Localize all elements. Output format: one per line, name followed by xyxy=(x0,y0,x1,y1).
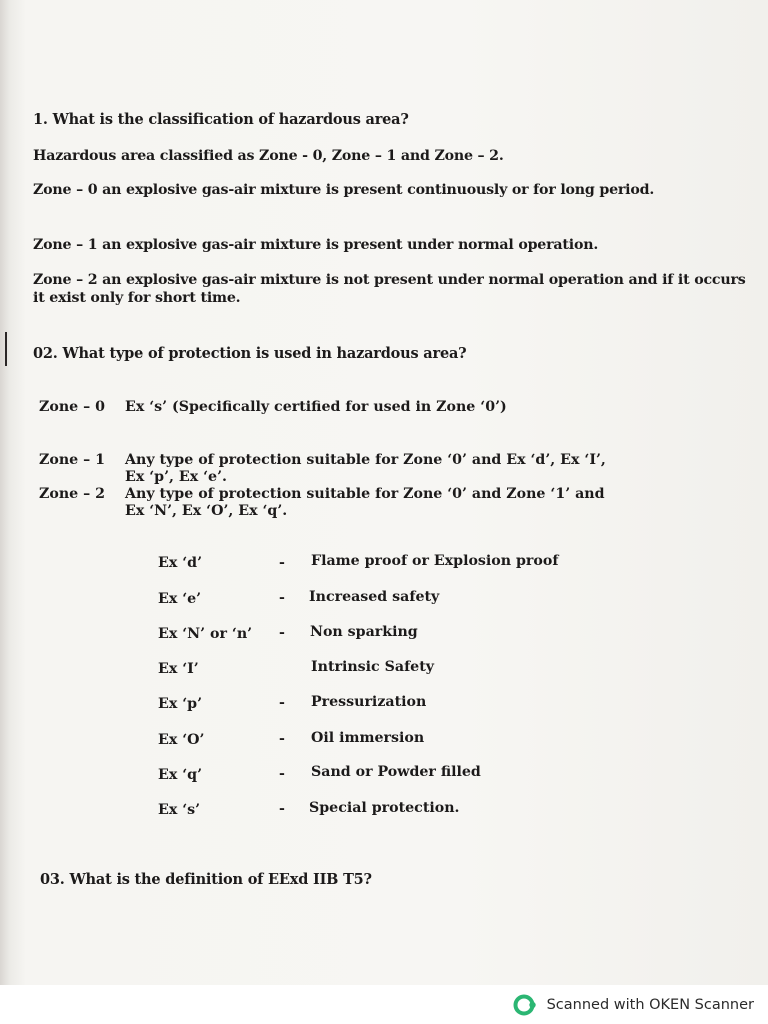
protection-dash: - xyxy=(279,590,285,606)
q1-answer-line-1: Hazardous area classified as Zone - 0, Zone – 1 and Zone – 2. xyxy=(33,148,504,164)
protection-code: Ex ‘d’ xyxy=(158,555,203,571)
protection-dash: - xyxy=(279,731,285,747)
zone-2-label: Zone – 2 xyxy=(39,486,106,502)
q1-answer-zone-1: Zone – 1 an explosive gas-air mixture is present under normal operation. xyxy=(33,237,599,253)
protection-code: Ex ‘N’ or ‘n’ xyxy=(158,626,253,642)
question-2-title: 02. What type of protection is used in hazardous area? xyxy=(33,345,467,362)
protection-code: Ex ‘q’ xyxy=(158,767,203,783)
q1-answer-zone-2: Zone – 2 an explosive gas-air mixture is not present under normal operation and if it occurs xyxy=(33,272,746,288)
question-3-title: 03. What is the definition of EExd IIB T5? xyxy=(40,871,372,888)
protection-description: Non sparking xyxy=(310,624,418,640)
protection-description: Pressurization xyxy=(311,694,427,710)
scanner-text: Scanned with OKEN Scanner xyxy=(546,997,754,1013)
zone-0-protection xyxy=(125,399,507,416)
protection-description: Oil immersion xyxy=(311,730,425,746)
zone-1-label: Zone – 1 xyxy=(39,452,106,468)
protection-dash: - xyxy=(279,695,285,711)
protection-code: Ex ‘p’ xyxy=(158,696,203,712)
scanner-footer xyxy=(0,985,768,1024)
zone-1-protection xyxy=(125,452,606,486)
protection-dash: - xyxy=(279,555,285,571)
zone-1-protection-line-2: Ex ‘p’, Ex ‘e’. xyxy=(125,469,227,485)
zone-2-protection xyxy=(125,486,605,520)
protection-description: Special protection. xyxy=(309,800,460,816)
question-1-title: 1. What is the classification of hazardous area? xyxy=(33,111,409,128)
protection-code: Ex ‘O’ xyxy=(158,732,205,748)
page-edge-mark xyxy=(5,332,7,366)
protection-code: Ex ‘I’ xyxy=(158,661,199,677)
zone-1-protection-line-1: Any type of protection suitable for Zone ‘0’ and Ex ‘d’, Ex ‘I’, xyxy=(125,452,606,468)
protection-description: Sand or Powder filled xyxy=(311,764,481,780)
protection-description: Increased safety xyxy=(309,589,440,605)
zone-2-protection-line-1: Any type of protection suitable for Zone ‘0’ and Zone ‘1’ and xyxy=(125,486,605,502)
zone-2-protection-line-2: Ex ‘N’, Ex ‘O’, Ex ‘q’. xyxy=(125,503,288,519)
q1-answer-zone-0: Zone – 0 an explosive gas-air mixture is present continuously or for long period. xyxy=(33,182,655,198)
zone-0-protection-line: Ex ‘s’ (Specifically certified for used in Zone ‘0’) xyxy=(125,399,507,415)
zone-0-label: Zone – 0 xyxy=(39,399,106,415)
protection-dash: - xyxy=(279,766,285,782)
protection-dash: - xyxy=(279,625,285,641)
protection-description: Flame proof or Explosion proof xyxy=(311,553,559,569)
protection-dash: - xyxy=(279,801,285,817)
scanner-watermark xyxy=(513,990,754,1020)
protection-code: Ex ‘e’ xyxy=(158,591,202,607)
q1-answer-zone-2-cont: it exist only for short time. xyxy=(33,290,241,306)
protection-code: Ex ‘s’ xyxy=(158,802,201,818)
protection-description: Intrinsic Safety xyxy=(311,659,435,675)
oken-scanner-logo-icon xyxy=(513,992,539,1018)
